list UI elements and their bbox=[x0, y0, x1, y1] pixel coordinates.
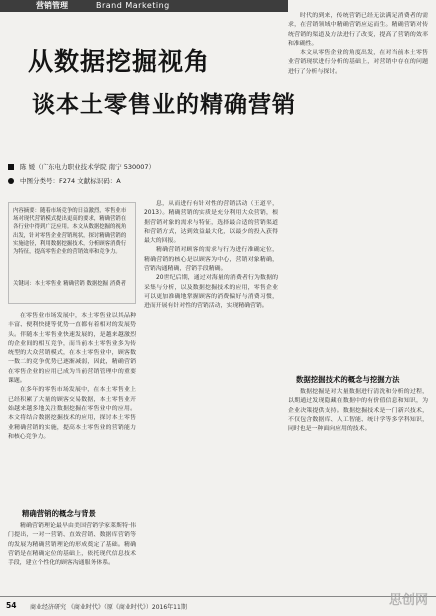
middle-column bbox=[144, 200, 278, 312]
section-label-en: Brand Marketing bbox=[96, 1, 170, 10]
paragraph: 数据挖掘是对大量数据进行清洗和分析的过程，以期通过发现隐藏在数据中的有价值信息和知识，为企业决策提供支持。数据挖掘技术是一门新兴技术，不仅包含数据库、人工智能、统计学等多学科知识，同时也是一种面向应用的技术。 bbox=[288, 389, 428, 433]
section1-body bbox=[8, 522, 136, 568]
keywords: 关键词：本土零售业 精确营销 数据挖掘 消费者 bbox=[13, 281, 126, 287]
watermark-text: 思创网 bbox=[388, 593, 428, 608]
watermark bbox=[386, 570, 428, 612]
square-bullet-icon bbox=[8, 164, 14, 170]
paragraph: 本文从零售企业的角度出发，在对当前本土零售业营销现状进行分析的基础上，对营销中存在的问题进行了分析与探讨。 bbox=[288, 50, 428, 75]
dot-bullet-icon bbox=[8, 178, 14, 184]
abstract-box bbox=[8, 202, 136, 304]
section-heading-2: 数据挖掘技术的概念与挖掘方法 bbox=[296, 375, 400, 384]
paragraph: 20世纪后期，通过对海量的消费者行为数据的采集与分析，以及数据挖掘技术的应用，零售企业可以更加准确地掌握顾客的消费偏好与消费习惯，进而开展有针对性的营销活动，实现精确营销。 bbox=[144, 275, 278, 310]
section-band bbox=[0, 0, 288, 12]
classification: 中图分类号：F274 文献标识码：A bbox=[20, 177, 121, 185]
classification-line bbox=[8, 176, 121, 185]
paragraph: 精确营销对顾客的需求与行为进行准确定位，精确营销的核心是以顾客为中心，营销对象精确，营销沟通精确，营销手段精确。 bbox=[144, 247, 278, 273]
article-title-line2: 谈本土零售业的精确营销 bbox=[32, 91, 296, 118]
paragraph: 精确营销理论最早由美国营销学家莱斯特·伟门提出，一对一营销、直效营销、数据库营销等的发展为精确营销理论的形成奠定了基础。精确营销是在精确定位的基础上，依托现代信息技术手段，建立个性化的顾客沟通服务体系。 bbox=[8, 523, 136, 567]
author: 陈 媛（广东电力职业技术学院 南宁 530007） bbox=[20, 163, 156, 171]
paragraph: 在零售业市场发展中，本土零售业以其品种丰富、便利快捷等优势一直都有着相对的发展势头。伴随本土零售业快速发展的，是越来越激烈的企业间的相互竞争，而当前本土零售业多为传统型的大众营销模式，在本土零售业中，顾客数一数二的竞争优势已逐渐减弱，因此，精确营销在零售企业的应用已成为当前营销管理中的重要课题。 bbox=[8, 313, 136, 385]
page-number: 54 bbox=[6, 601, 17, 610]
right-column bbox=[288, 12, 428, 77]
paragraph: 时代的到来，传统营销已经无法满足消费者的需求，在营销领域中精确营销应运而生。精确营销对传统营销的渠道及方法进行了改变，提高了营销的效率和准确性。 bbox=[288, 13, 428, 47]
footer-rule bbox=[0, 596, 436, 597]
abstract-text: 内容摘要：随着市场竞争的日益激烈，零售业市场对现代营销模式提出更高的要求，精确营销在各行业中得到广泛应用。本文从数据挖掘的视角出发，针对零售企业营销现状，探讨精确营销的实施途径，利用数据挖掘技术，分析顾客消费行为特征，提高零售企业的营销效率和竞争力。 bbox=[13, 208, 127, 256]
journal-name: 商业经济研究 《商业时代》（原《商业时代》）2016年11期 bbox=[30, 604, 187, 611]
article-title-line1: 从数据挖掘视角 bbox=[28, 47, 211, 76]
left-column bbox=[8, 312, 136, 442]
paragraph: 在多年的零售市场发展中，在本土零售业上已经积累了大量的顾客交易数据，本土零售业开始越来越多地关注数据挖掘在零售业中的应用。本文将结合数据挖掘技术的应用，探讨本土零售业精确营销的实施，提高本土零售业的营销能力和核心竞争力。 bbox=[8, 387, 136, 440]
author-line bbox=[8, 162, 155, 171]
section-heading-1: 精确营销的概念与背景 bbox=[22, 509, 96, 518]
paragraph: 息，从而进行有针对性的营销活动（王道平，2013）。精确营销的实质是充分利用大众营销，根据营销对象的需求与特征，选择最合适的营销渠道和营销方式，达到效益最大化，以最少的投入获得最大的回报。 bbox=[144, 201, 278, 245]
section-label: 营销管理 bbox=[36, 1, 68, 10]
page-footer bbox=[0, 598, 436, 616]
section2-body bbox=[288, 388, 428, 434]
